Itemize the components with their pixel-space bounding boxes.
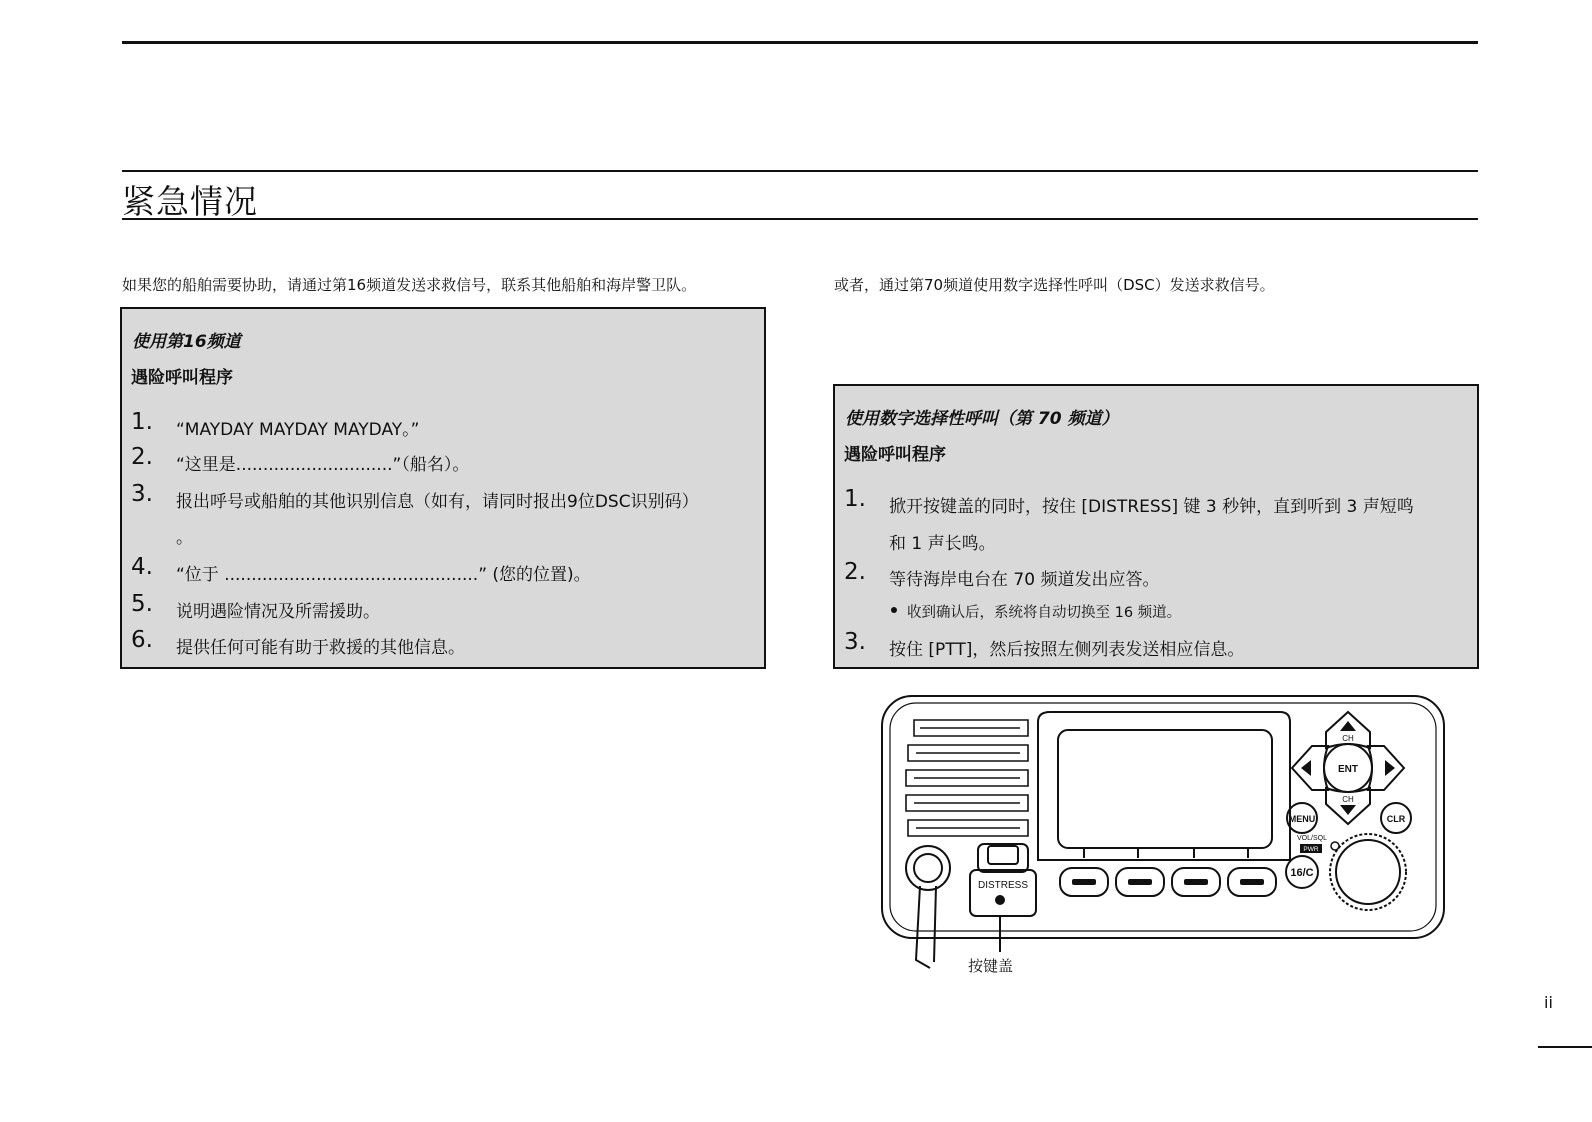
page-number: ii — [1544, 993, 1553, 1012]
ent-key-label: ENT — [1338, 764, 1358, 775]
channel16-box-title: 使用第16频道 — [132, 332, 241, 352]
intro-right: 或者，通过第70频道使用数字选择性呼叫（DSC）发送求救信号。 — [834, 276, 1275, 294]
step-text: 提供任何可能有助于救援的其他信息。 — [176, 638, 465, 658]
step-number: 2. — [844, 559, 866, 585]
vol-sql-label: VOL/SQL — [1297, 835, 1327, 842]
title-rule-top — [122, 170, 1478, 172]
step-text-continued: 。 — [176, 528, 193, 548]
step-number: 3. — [131, 481, 153, 507]
step-number: 1. — [131, 409, 153, 435]
bullet-text: 收到确认后，系统将自动切换至 16 频道。 — [907, 605, 1182, 621]
step-number: 6. — [131, 627, 153, 653]
ch-up-label: CH — [1342, 734, 1354, 743]
step-number: 1. — [844, 486, 866, 512]
title-rule-bottom — [122, 218, 1478, 220]
step-text: 说明遇险情况及所需援助。 — [176, 602, 380, 622]
section-title: 紧急情况 — [122, 182, 258, 221]
intro-left: 如果您的船舶需要协助，请通过第16频道发送求救信号，联系其他船舶和海岸警卫队。 — [122, 276, 697, 294]
ch-down-label: CH — [1342, 795, 1354, 804]
dsc-box-title: 使用数字选择性呼叫（第 70 频道） — [845, 409, 1119, 429]
top-rule — [122, 41, 1478, 44]
step-number: 5. — [131, 591, 153, 617]
channel16-box-subtitle: 遇险呼叫程序 — [131, 368, 233, 388]
step-text: “MAYDAY MAYDAY MAYDAY。” — [176, 420, 420, 440]
step-text: 报出呼号或船舶的其他识别信息（如有，请同时报出9位DSC识别码） — [176, 492, 699, 512]
clr-key-label: CLR — [1386, 814, 1406, 824]
step-text: 按住 [PTT]，然后按照左侧列表发送相应信息。 — [889, 640, 1245, 660]
menu-key-label: MENU — [1288, 814, 1316, 824]
radio-illustration — [870, 690, 1470, 1000]
ch16-key-label: 16/C — [1290, 867, 1314, 879]
dsc-box — [833, 384, 1479, 669]
step-number: 3. — [844, 629, 866, 655]
dsc-box-subtitle: 遇险呼叫程序 — [844, 445, 946, 465]
channel16-box — [120, 307, 766, 669]
step-number: 2. — [131, 444, 153, 470]
step-text: 等待海岸电台在 70 频道发出应答。 — [889, 570, 1160, 590]
bullet-dot — [891, 607, 897, 613]
distress-key-label: DISTRESS — [977, 880, 1029, 891]
step-text-continued: 和 1 声长鸣。 — [889, 534, 996, 554]
step-text: “这里是.............................”（船名）。 — [176, 455, 470, 475]
step-text: “位于 ...............................................” (您的位置)。 — [176, 565, 591, 585]
pwr-label: PWR — [1303, 846, 1319, 853]
step-number: 4. — [131, 554, 153, 580]
step-text: 掀开按键盖的同时，按住 [DISTRESS] 键 3 秒钟，直到听到 3 声短鸣 — [889, 497, 1414, 517]
key-cover-caption: 按键盖 — [968, 957, 1014, 975]
page-corner-rule — [1538, 1046, 1592, 1048]
